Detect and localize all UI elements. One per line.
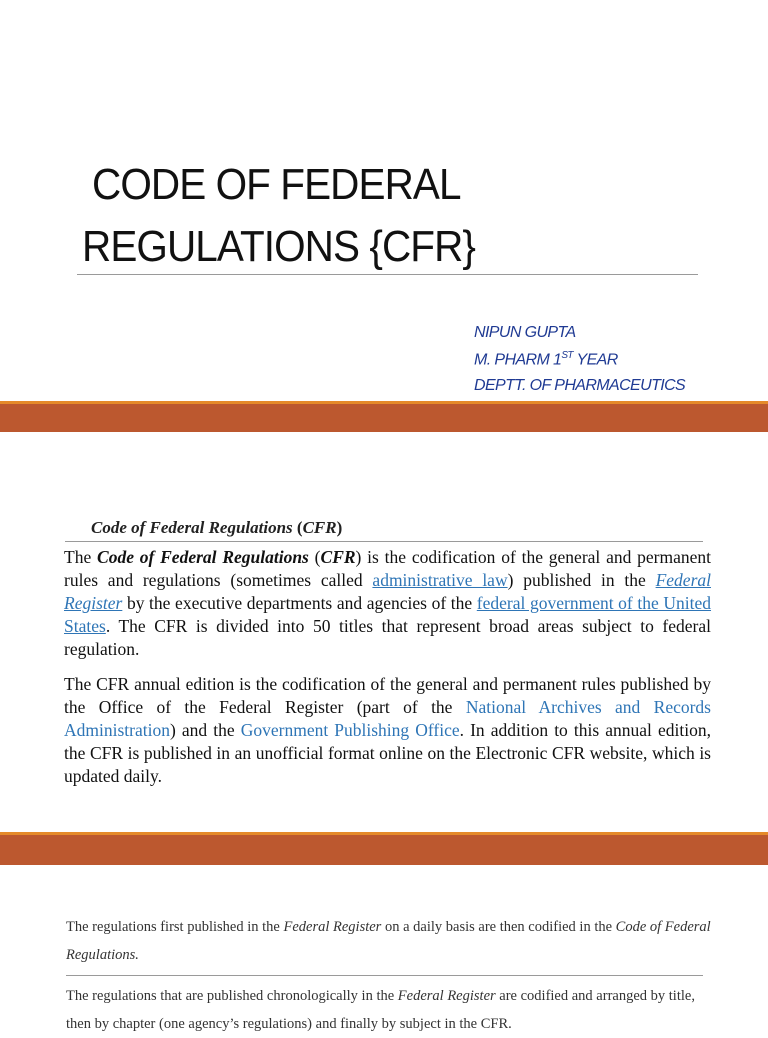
title-line-2: REGULATIONS {CFR} bbox=[82, 222, 475, 271]
link-federal-register[interactable]: Federal Register bbox=[64, 570, 711, 613]
codification-paragraph-2 bbox=[66, 982, 719, 1038]
p1-text-6: . The CFR is divided into 50 titles that represent broad areas subject to federal regulation. bbox=[64, 616, 711, 659]
heading-underline bbox=[65, 541, 703, 542]
link-federal-government[interactable]: federal government of the United States bbox=[64, 593, 712, 636]
s3p1-text-2: on a daily basis are then codified in the bbox=[381, 919, 616, 935]
p2-text-2: ) and the bbox=[169, 720, 241, 740]
slide-divider-bar bbox=[0, 401, 768, 432]
p1-cfr-abbrev: CFR bbox=[320, 547, 356, 567]
heading-open-paren: ( bbox=[292, 518, 303, 537]
author-department: DEPTT. OF PHARMACEUTICS bbox=[474, 377, 686, 394]
heading-close-paren: ) bbox=[336, 518, 343, 537]
p1-text-3: ) is the codification of the general and permanent rules and regulations (sometimes called bbox=[64, 547, 711, 590]
s3p2-text-2: are codified and arranged by title, then by chapter (one agency’s regulations) and finally by subject in the CFR. bbox=[66, 988, 695, 1032]
link-national-archives[interactable]: National Archives and Records Administration bbox=[64, 697, 711, 740]
s3p1-text-1: The regulations first published in the bbox=[66, 919, 284, 935]
p1-text-2: ( bbox=[308, 547, 321, 567]
p1-text-5: by the executive departments and agencies of the bbox=[122, 593, 477, 613]
p2-text-1: The CFR annual edition is the codification of the general and permanent rules published by the Office of the Federal Register (part of the bbox=[64, 674, 711, 717]
link-administrative-law[interactable]: administrative law bbox=[372, 570, 508, 590]
p2-text-3: . In addition to this annual edition, the CFR is published in an unofficial format online on the Electronic CFR website, which is updated daily. bbox=[64, 720, 711, 786]
codification-paragraph-1 bbox=[66, 913, 719, 969]
s3p2-text-1: The regulations that are published chronologically in the bbox=[66, 988, 398, 1004]
definition-paragraph bbox=[64, 546, 711, 661]
slide-heading bbox=[91, 518, 342, 538]
heading-abbrev: CFR bbox=[302, 518, 337, 537]
slide-divider-bar bbox=[0, 832, 768, 865]
link-government-publishing-office[interactable]: Government Publishing Office bbox=[240, 720, 460, 740]
p1-text-4: ) published in the bbox=[507, 570, 656, 590]
annual-edition-paragraph bbox=[64, 673, 711, 788]
title-line-1: CODE OF FEDERAL bbox=[92, 160, 461, 209]
author-course-year: YEAR bbox=[572, 351, 618, 369]
author-course-text: M. PHARM 1 bbox=[474, 351, 562, 369]
p1-cfr-name: Code of Federal Regulations bbox=[97, 547, 309, 567]
title-underline bbox=[77, 274, 698, 275]
paragraph-divider bbox=[66, 975, 703, 976]
s3p2-federal-register: Federal Register bbox=[397, 988, 496, 1004]
s3p1-federal-register: Federal Register bbox=[283, 919, 382, 935]
heading-title: Code of Federal Regulations bbox=[91, 518, 293, 537]
author-name: NIPUN GUPTA bbox=[474, 324, 576, 341]
slide-title bbox=[0, 0, 768, 401]
s3p1-cfr-name: Code of Federal Regulations. bbox=[66, 919, 711, 963]
author-course bbox=[474, 350, 618, 369]
author-course-superscript: ST bbox=[561, 350, 573, 361]
p1-text-1: The bbox=[64, 547, 98, 567]
